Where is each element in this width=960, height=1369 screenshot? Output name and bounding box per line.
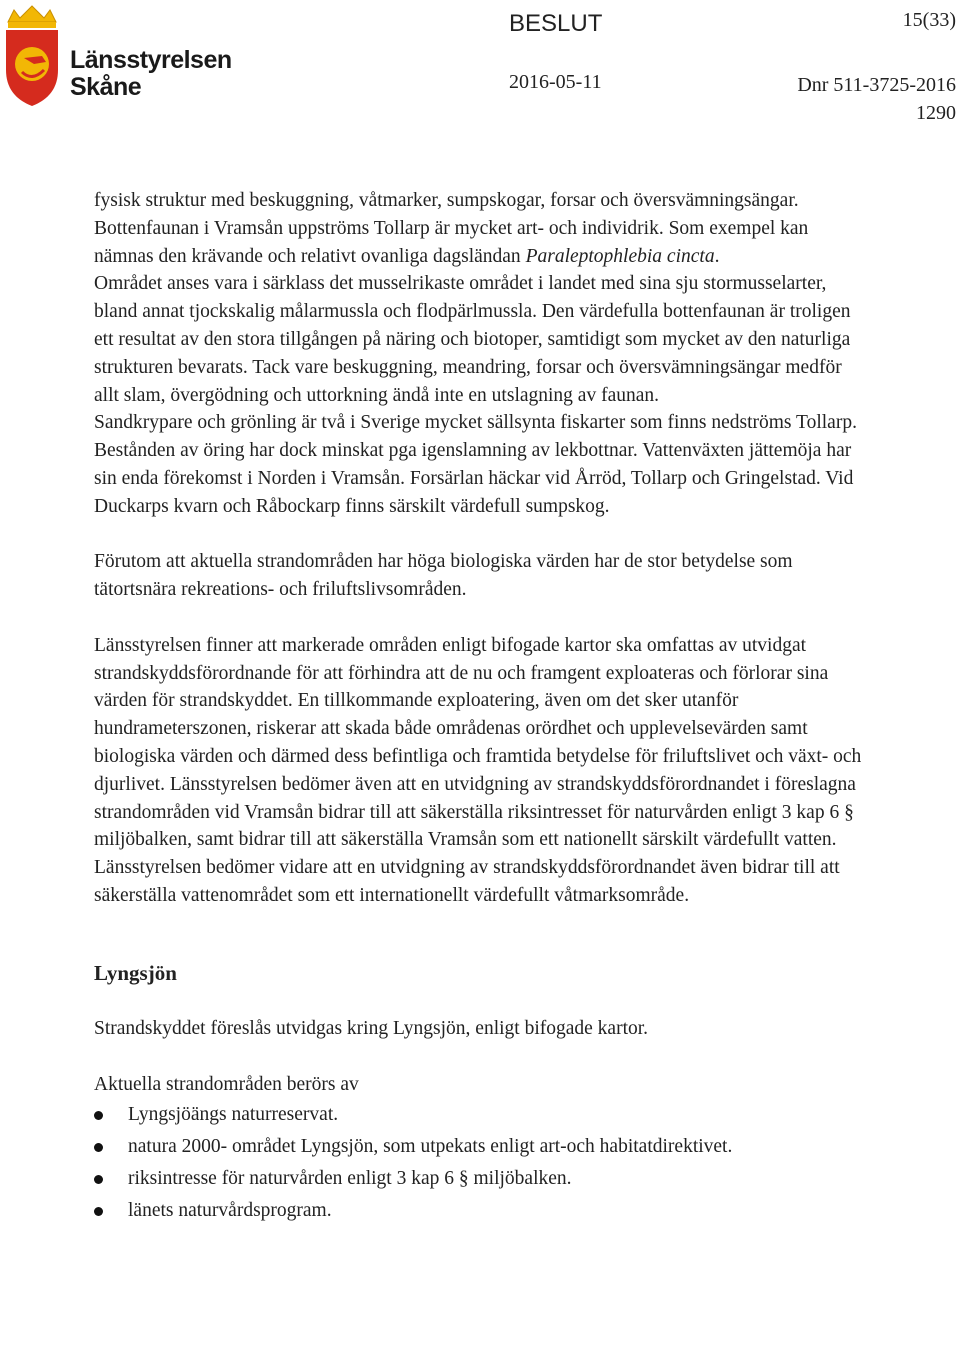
text-line: Bottenfaunan i Vramsån uppströms Tollarp är mycket art- och individrik. Som exempel kan nämnas den krävande och relativt ovanliga dagsländan Paraleptophlebia cincta.: [94, 217, 809, 267]
list-item: riksintresse för naturvården enligt 3 kap 6 § miljöbalken.: [94, 1163, 864, 1195]
bullet-icon: [94, 1111, 103, 1120]
document-body: [94, 187, 864, 1227]
list-item: natura 2000- området Lyngsjön, som utpekats enligt art-och habitatdirektivet.: [94, 1131, 864, 1163]
species-name: Paraleptophlebia cincta: [525, 245, 715, 267]
document-date: 2016-05-11: [509, 71, 602, 93]
text-line: Sandkrypare och grönling är två i Sverige mycket sällsynta fiskarter som finns nedströms Tollarp. Bestånden av öring har dock minskat pga igenslamning av lekbottnar. Vattenväxten jättemöja har sin enda förekomst i Norden i Vramsån. Forsärlan häckar vid Årröd, Tollarp och Gringelstad. Vid Duckarps kvarn och Råbockarp finns särskilt värdefull sumpskog.: [94, 412, 857, 517]
paragraph-3: Länsstyrelsen finner att markerade områden enligt bifogade kartor ska omfattas av utvidgat strandskyddsförordnande för att förhindra att de nu och framgent exploateras och förlorar sina värden för strandskyddet. En tillkommande exploatering, även om det sker utanför hundrameterszonen, riskerar att skada både områdenas orördhet och upplevelsevärden samt biologiska värden och därmed dess befintliga och framtida betydelse för friluftslivet och växt- och djurlivet. Länsstyrelsen bedömer även att en utvidgning av strandskyddsförordnandet i föreslagna strandområden vid Vramsån bidrar till att säkerställa riksintresset för naturvården enligt 3 kap 6 § miljöbalken, samt bidrar till att säkerställa Vramsån som ett nationellt särskilt värdefullt vatten.: [94, 634, 862, 851]
dnr-line-2: 1290: [916, 102, 956, 124]
logo-line-2: Skåne: [70, 73, 142, 101]
registration-number: [797, 71, 956, 127]
document-type: BESLUT: [509, 10, 603, 37]
paragraph-2: Förutom att aktuella strandområden har höga biologiska värden har de stor betydelse som tätortsnära rekreations- och friluftslivsområden.: [94, 551, 793, 601]
paragraph-5: Strandskyddet föreslås utvidgas kring Lyngsjön, enligt bifogade kartor.: [94, 1018, 649, 1040]
bullet-icon: [94, 1143, 103, 1152]
list-item: länets naturvårdsprogram.: [94, 1195, 864, 1227]
section-heading: Lyngsjön: [94, 960, 177, 985]
dnr-line-1: Dnr 511-3725-2016: [797, 74, 956, 96]
paragraph-1: [94, 187, 864, 521]
bullet-icon: [94, 1175, 103, 1184]
coat-of-arms-icon: [2, 4, 62, 108]
paragraph-4: Länsstyrelsen bedömer vidare att en utvidgning av strandskyddsförordnandet även bidrar till att säkerställa vattenområdet som ett internationellt värdefullt våtmarksområde.: [94, 857, 840, 906]
logo-line-1: Länsstyrelsen: [70, 46, 232, 74]
bullet-list: [94, 1099, 864, 1227]
text-line: fysisk struktur med beskuggning, våtmarker, sumpskogar, forsar och översvämningsängar.: [94, 190, 799, 211]
list-item: Lyngsjöängs naturreservat.: [94, 1099, 864, 1131]
bullet-icon: [94, 1207, 103, 1216]
logo-wordmark: [70, 46, 232, 100]
text-line: Området anses vara i särklass det musselrikaste området i landet med sina sju stormusselarter, bland annat tjockskalig målarmussla och flodpärlmussla. Den värdefulla bottenfaunan är troligen ett resultat av den stora tillgången på näring och biotoper, samtidigt som mycket av den naturliga strukturen bevarats. Tack vare beskuggning, meandring, forsar och översvämningsängar medför allt slam, övergödning och uttorkning ändå inte en utslagning av faunan.: [94, 273, 851, 406]
page-number: 15(33): [902, 9, 956, 31]
list-intro: Aktuella strandområden berörs av: [94, 1073, 359, 1095]
logo: [2, 4, 232, 108]
